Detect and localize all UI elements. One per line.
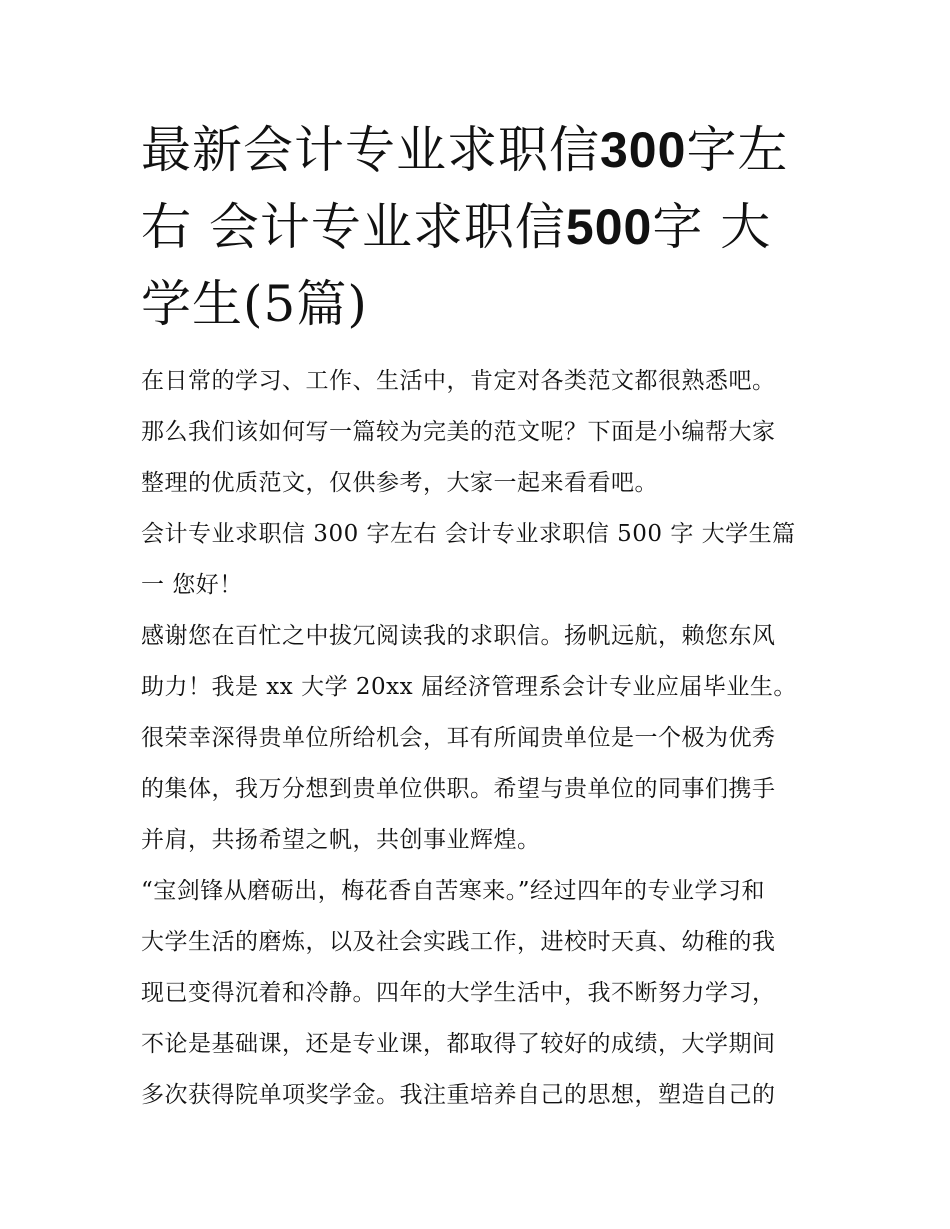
title-line1 — [141, 121, 788, 179]
title-line2-head: 右 会计专业求职信 — [141, 198, 566, 256]
body-line: “宝剑锋从磨砺出，梅花香自苦寒来。”经过四年的专业学习和 — [141, 878, 766, 904]
title-line2-number: 500 — [565, 199, 653, 255]
title-line3: 学生(5篇) — [141, 275, 368, 333]
body-line: 在日常的学习、工作、生活中，肯定对各类范文都很熟悉吧。 — [141, 368, 776, 394]
body-line: 多次获得院单项奖学金。我注重培养自己的思想，塑造自己的 — [141, 1082, 776, 1108]
body-line: 的集体，我万分想到贵单位供职。希望与贵单位的同事们携手 — [141, 776, 776, 802]
body-line: 那么我们该如何写一篇较为完美的范文呢？下面是小编帮大家 — [141, 419, 776, 445]
title-line1-text: 最新会计专业求职信 — [141, 121, 600, 179]
body-line: 不论是基础课，还是专业课，都取得了较好的成绩，大学期间 — [141, 1031, 776, 1057]
body-line: 感谢您在百忙之中拔冗阅读我的求职信。扬帆远航，赖您东风 — [141, 623, 776, 649]
document-body — [141, 356, 821, 1121]
body-line: 现已变得沉着和冷静。四年的大学生活中，我不断努力学习， — [141, 980, 776, 1006]
title-line1-number: 300 — [600, 122, 687, 178]
body-line: 很荣幸深得贵单位所给机会，耳有所闻贵单位是一个极为优秀 — [141, 725, 776, 751]
body-line: 整理的优质范文，仅供参考，大家一起来看看吧。 — [141, 470, 658, 496]
body-line: 助力！我是 xx 大学 20xx 届经济管理系会计专业应届毕业生。 — [141, 674, 797, 700]
body-line: 会计专业求职信 300 字左右 会计专业求职信 500 字 大学生篇 — [141, 521, 796, 547]
body-line: 大学生活的磨炼，以及社会实践工作，进校时天真、幼稚的我 — [141, 929, 776, 955]
body-line: 并肩，共扬希望之帆，共创事业辉煌。 — [141, 827, 541, 853]
title-line2 — [141, 198, 771, 256]
body-line: 一 您好！ — [141, 572, 243, 598]
document-title — [141, 112, 821, 343]
title-line1-tail: 字左 — [686, 121, 789, 179]
title-line2-tail: 字 大 — [652, 198, 772, 256]
